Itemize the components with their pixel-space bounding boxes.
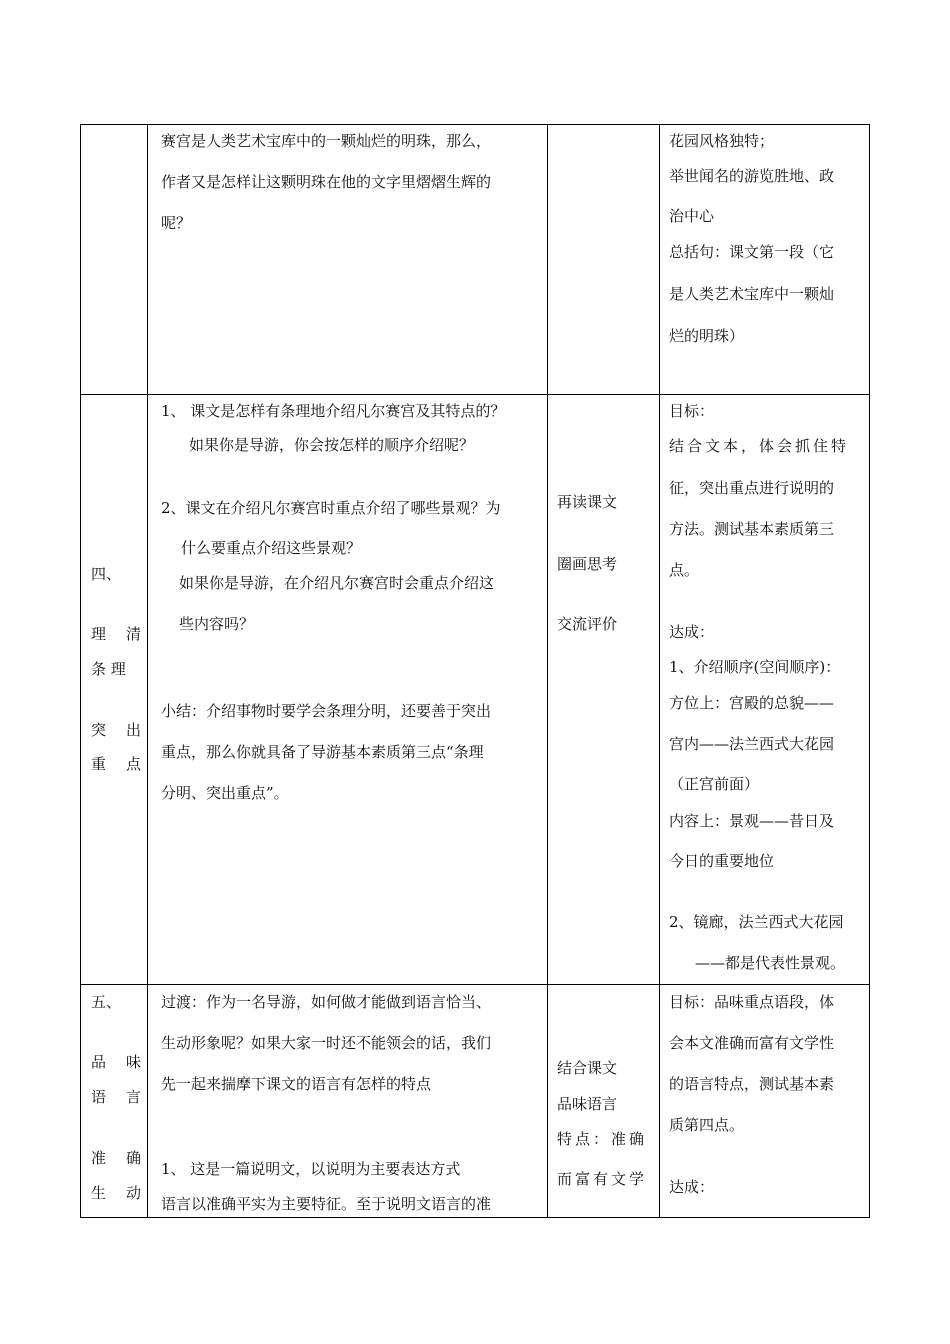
text-line: 再读课文 bbox=[557, 493, 618, 511]
text-line: 呢？ bbox=[161, 214, 192, 232]
text-line: 1、介绍顺序(空间顺序)： bbox=[669, 658, 841, 676]
text-line: 方位上：宫殿的总貌—— bbox=[669, 694, 835, 712]
text-line: 方法。测试基本素质第三 bbox=[669, 520, 835, 538]
text-line: 圈画思考 bbox=[557, 555, 618, 573]
col-divider bbox=[547, 125, 548, 1217]
text-line: 些内容吗？ bbox=[179, 615, 255, 633]
text-line: 达成： bbox=[669, 623, 715, 641]
char: 理 bbox=[91, 625, 107, 643]
text-line: 品味语言 bbox=[557, 1095, 618, 1113]
row-divider bbox=[81, 394, 869, 395]
text-line: 结合课文 bbox=[557, 1059, 618, 1077]
step-title-line bbox=[91, 1182, 141, 1203]
col-divider bbox=[147, 125, 148, 1217]
row-divider bbox=[81, 984, 869, 985]
char: 理 bbox=[110, 660, 126, 678]
text-line: 2、镜廊，法兰西式大花园 bbox=[669, 913, 844, 931]
text-line: 而富有文学 bbox=[557, 1170, 648, 1188]
char: 言 bbox=[125, 1088, 141, 1106]
text-line: 过渡：作为一名导游，如何做才能做到语言恰当、 bbox=[161, 993, 492, 1011]
text-line: 会本文准确而富有文学性 bbox=[669, 1034, 835, 1052]
text-line: 质第四点。 bbox=[669, 1116, 745, 1134]
text-line: 治中心 bbox=[669, 207, 715, 225]
text-line: 作者又是怎样让这颗明珠在他的文字里熠熠生辉的 bbox=[161, 173, 492, 191]
step-number: 五、 bbox=[91, 993, 122, 1011]
step-title-line bbox=[91, 753, 141, 774]
text-line: 内容上：景观——昔日及 bbox=[669, 812, 835, 830]
text-line: 赛宫是人类艺术宝库中的一颗灿烂的明珠，那么， bbox=[161, 132, 492, 150]
text-line: 先一起来揣摩下课文的语言有怎样的特点 bbox=[161, 1075, 432, 1093]
text-line: 小结：介绍事物时要学会条理分明，还要善于突出 bbox=[161, 702, 492, 720]
step-title-line bbox=[91, 658, 126, 679]
step-title-line bbox=[91, 1086, 141, 1107]
step-title-line bbox=[91, 1051, 141, 1072]
text-line: 是人类艺术宝库中一颗灿 bbox=[669, 285, 835, 303]
char: 出 bbox=[125, 721, 141, 739]
char: 条 bbox=[91, 660, 107, 678]
text-line: 总括句：课文第一段（它 bbox=[669, 243, 835, 261]
text-line: 重点，那么你就具备了导游基本素质第三点“条理 bbox=[161, 743, 484, 761]
char: 生 bbox=[91, 1184, 107, 1202]
step-title-line bbox=[91, 719, 141, 740]
text-line: 如果你是导游，在介绍凡尔赛宫时会重点介绍这 bbox=[179, 574, 495, 592]
text-line: 特点：准确 bbox=[557, 1130, 648, 1148]
text-line: 1、 这是一篇说明文，以说明为主要表达方式 bbox=[161, 1160, 461, 1178]
text-line: 什么要重点介绍这些景观？ bbox=[181, 539, 362, 557]
text-line: 目标： bbox=[669, 402, 715, 420]
char: 品 bbox=[91, 1053, 107, 1071]
text-line: 如果你是导游，你会按怎样的顺序介绍呢？ bbox=[189, 436, 475, 454]
text-line: 花园风格独特； bbox=[669, 132, 775, 150]
text-line: 结合文本，体会抓住特 bbox=[669, 437, 850, 455]
text-line: 征，突出重点进行说明的 bbox=[669, 479, 835, 497]
text-line: 2、课文在介绍凡尔赛宫时重点介绍了哪些景观？为 bbox=[161, 499, 501, 517]
char: 重 bbox=[91, 755, 107, 773]
step-title-line bbox=[91, 623, 141, 644]
text-line: 今日的重要地位 bbox=[669, 852, 775, 870]
text-line: 语言以准确平实为主要特征。至于说明文语言的准 bbox=[161, 1195, 492, 1213]
text-line: 烂的明珠） bbox=[669, 327, 745, 345]
text-line: （正宫前面） bbox=[669, 775, 760, 793]
char: 语 bbox=[91, 1088, 107, 1106]
char: 味 bbox=[125, 1053, 141, 1071]
text-line: 分明、突出重点”。 bbox=[161, 784, 289, 802]
step-number: 四、 bbox=[91, 565, 122, 583]
text-line: 生动形象呢？如果大家一时还不能领会的话，我们 bbox=[161, 1034, 492, 1052]
col-divider bbox=[659, 125, 660, 1217]
char: 清 bbox=[125, 625, 141, 643]
text-line: 达成： bbox=[669, 1178, 715, 1196]
text-line: 目标：品味重点语段，体 bbox=[669, 993, 835, 1011]
text-line: 举世闻名的游览胜地、政 bbox=[669, 167, 835, 185]
char: 动 bbox=[125, 1184, 141, 1202]
char: 点 bbox=[125, 755, 141, 773]
text-line: 的语言特点，测试基本素 bbox=[669, 1075, 835, 1093]
text-line: 宫内——法兰西式大花园 bbox=[669, 735, 835, 753]
char: 确 bbox=[125, 1149, 141, 1167]
text-line: 交流评价 bbox=[557, 615, 618, 633]
lesson-plan-table bbox=[80, 124, 870, 1218]
text-line: 点。 bbox=[669, 561, 700, 579]
char: 突 bbox=[91, 721, 107, 739]
text-line: 1、 课文是怎样有条理地介绍凡尔赛宫及其特点的？ bbox=[161, 402, 506, 420]
text-line: ——都是代表性景观。 bbox=[695, 954, 846, 972]
char: 准 bbox=[91, 1149, 107, 1167]
step-title-line bbox=[91, 1147, 141, 1168]
